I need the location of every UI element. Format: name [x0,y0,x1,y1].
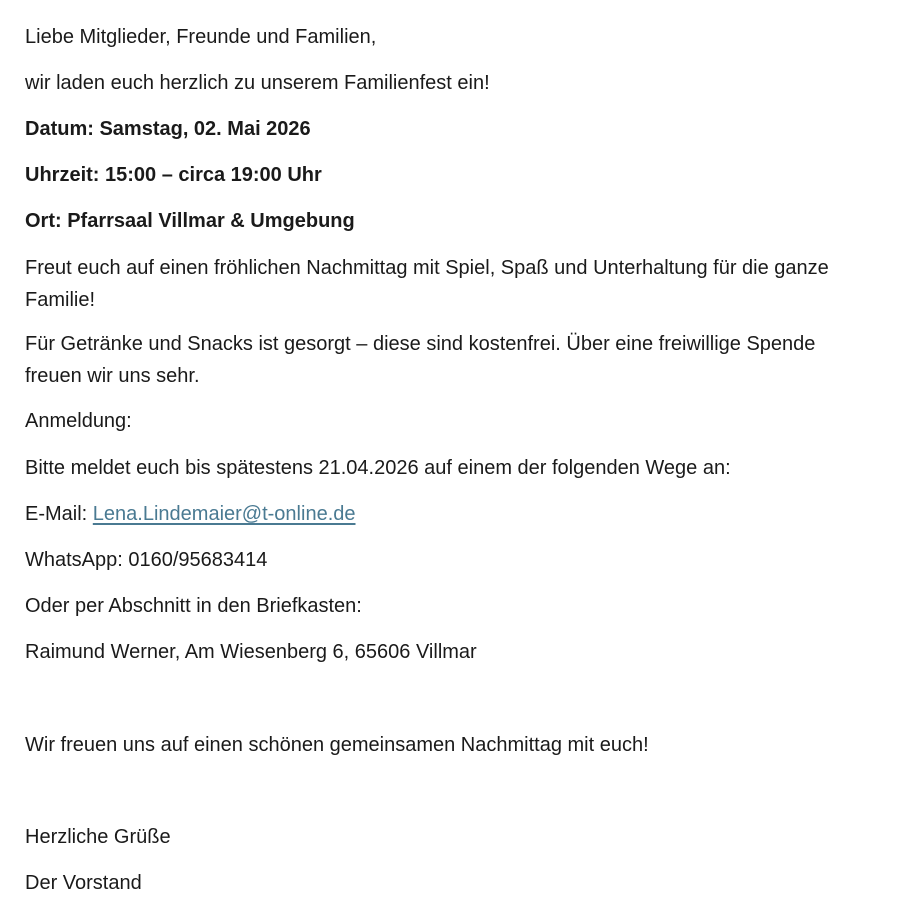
mailbox-note: Oder per Abschnitt in den Briefkasten: [25,595,362,617]
signature: Der Vorstand [25,872,142,894]
registration-heading: Anmeldung: [25,410,132,432]
event-location: Ort: Pfarrsaal Villmar & Umgebung [25,210,355,232]
whatsapp-line: WhatsApp: 0160/95683414 [25,549,268,571]
email-line [25,498,870,530]
closing-line: Wir freuen uns auf einen schönen gemeinsamen Nachmittag mit euch! [25,734,649,756]
email-label: E-Mail: [25,503,93,525]
greeting: Liebe Mitglieder, Freunde und Familien, [25,26,377,48]
email-link[interactable]: Lena.Lindemaier@t-online.de [92,503,356,525]
intro-paragraph: Freut euch auf einen fröhlichen Nachmittag mit Spiel, Spaß und Unterhaltung für die ganze Familie! [25,257,829,311]
refreshments-paragraph: Für Getränke und Snacks ist gesorgt – diese sind kostenfrei. Über eine freiwillige Spende freuen wir uns sehr. [25,333,816,387]
address-line: Raimund Werner, Am Wiesenberg 6, 65606 Villmar [25,641,477,663]
registration-text: Bitte meldet euch bis spätestens 21.04.2026 auf einem der folgenden Wege an: [25,457,731,479]
event-time: Uhrzeit: 15:00 – circa 19:00 Uhr [25,164,322,186]
event-date: Datum: Samstag, 02. Mai 2026 [25,118,311,140]
regards: Herzliche Grüße [25,826,171,848]
invitation-line: wir laden euch herzlich zu unserem Familienfest ein! [25,72,490,94]
